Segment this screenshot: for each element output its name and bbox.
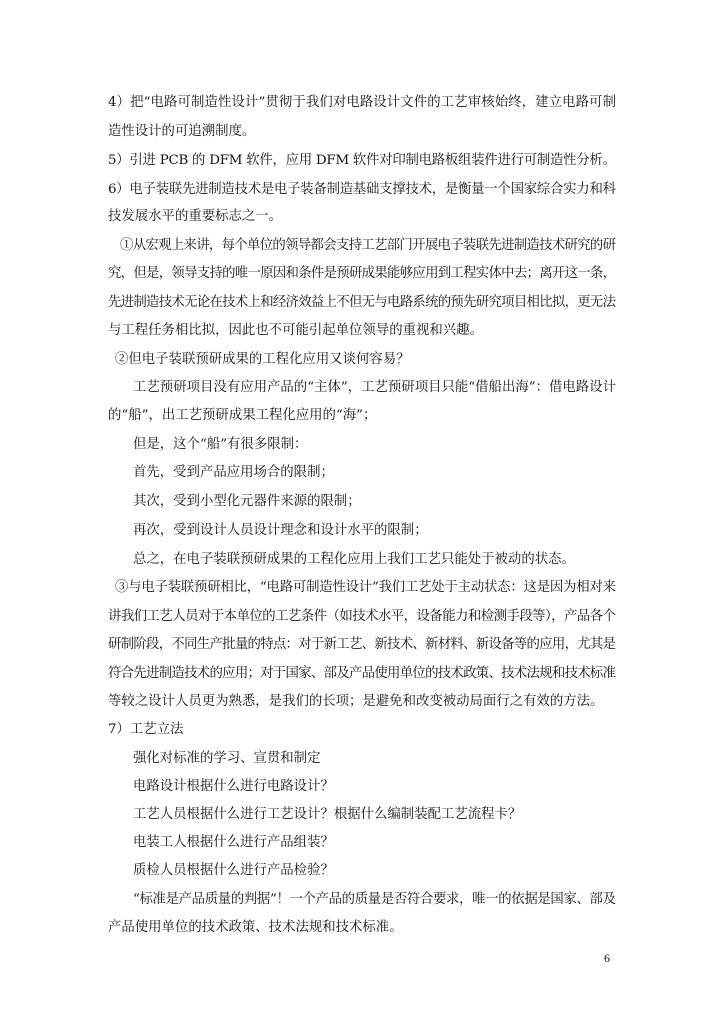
text-line: 技发展水平的重要标志之一。 [108, 209, 283, 224]
text-line: “标准是产品质量的判据”！一个产品的质量是否符合要求，唯一的依据是国家、部及 [133, 892, 616, 907]
text-line: 工艺预研项目没有应用产品的“主体”，工艺预研项目只能“借船出海”：借电路设计 [133, 380, 617, 395]
text-line: 研制阶段，不同生产批量的特点：对于新工艺、新技术、新材料、新设备等的应用，尤其是 [108, 637, 616, 652]
text-line: 究，但是，领导支持的唯一原因和条件是预研成果能够应用到工程实体中去；离开这一条， [108, 266, 616, 281]
text-line: 讲我们工艺人员对于本单位的工艺条件（如技术水平，设备能力和检测手段等），产品各个 [108, 609, 616, 624]
text-line: 4）把“电路可制造性设计”贯彻于我们对电路设计文件的工艺审核始终，建立电路可制 [108, 95, 617, 110]
text-line: 符合先进制造技术的应用；对于国家、部及产品使用单位的技术政策、技术法规和技术标准 [108, 666, 616, 681]
text-line: 强化对标准的学习、宣贯和制定 [133, 751, 321, 766]
text-line: 电装工人根据什么进行产品组装？ [133, 835, 334, 850]
text-line: ②但电子装联预研成果的工程化应用又谈何容易？ [115, 352, 410, 367]
text-line: 7）工艺立法 [108, 722, 184, 737]
text-line: 其次，受到小型化元器件来源的限制； [133, 494, 361, 509]
text-line: 的“船”，出工艺预研成果工程化应用的“海”； [108, 408, 377, 423]
text-line: 5）引进 PCB 的 DFM 软件，应用 DFM 软件对印制电路板组装件进行可制造性分析。 [108, 153, 616, 168]
text-line: 先进制造技术无论在技术上和经济效益上不但无与电路系统的预先研究项目相比拟，更无法 [108, 295, 616, 310]
text-line: 但是，这个“船”有很多限制： [133, 437, 308, 452]
text-line: 等较之设计人员更为熟悉，是我们的长项；是避免和改变被动局面行之有效的方法。 [108, 694, 604, 709]
text-line: ③与电子装联预研相比，“电路可制造性设计”我们工艺处于主动状态：这是因为相对来 [115, 580, 616, 595]
page-number: 6 [604, 951, 610, 965]
text-line: 与工程任务相比拟，因此也不可能引起单位领导的重视和兴趣。 [108, 323, 483, 338]
text-line: 工艺人员根据什么进行工艺设计？根据什么编制装配工艺流程卡？ [133, 807, 522, 822]
text-line: 6）电子装联先进制造技术是电子装备制造基础支撑技术，是衡量一个国家综合实力和科 [108, 182, 616, 197]
text-line: 再次，受到设计人员设计理念和设计水平的限制； [133, 523, 428, 538]
text-line: 首先，受到产品应用场合的限制； [133, 465, 334, 480]
text-line: 质检人员根据什么进行产品检验？ [133, 863, 334, 878]
text-line: 产品使用单位的技术政策、技术法规和技术标准。 [108, 920, 403, 935]
text-line: 电路设计根据什么进行电路设计？ [133, 779, 334, 794]
text-line: 总之，在电子装联预研成果的工程化应用上我们工艺只能处于被动的状态。 [133, 552, 575, 567]
text-line: ①从宏观上来讲，每个单位的领导都会支持工艺部门开展电子装联先进制造技术研究的研 [120, 238, 616, 253]
text-line: 造性设计的可追溯制度。 [108, 124, 256, 139]
